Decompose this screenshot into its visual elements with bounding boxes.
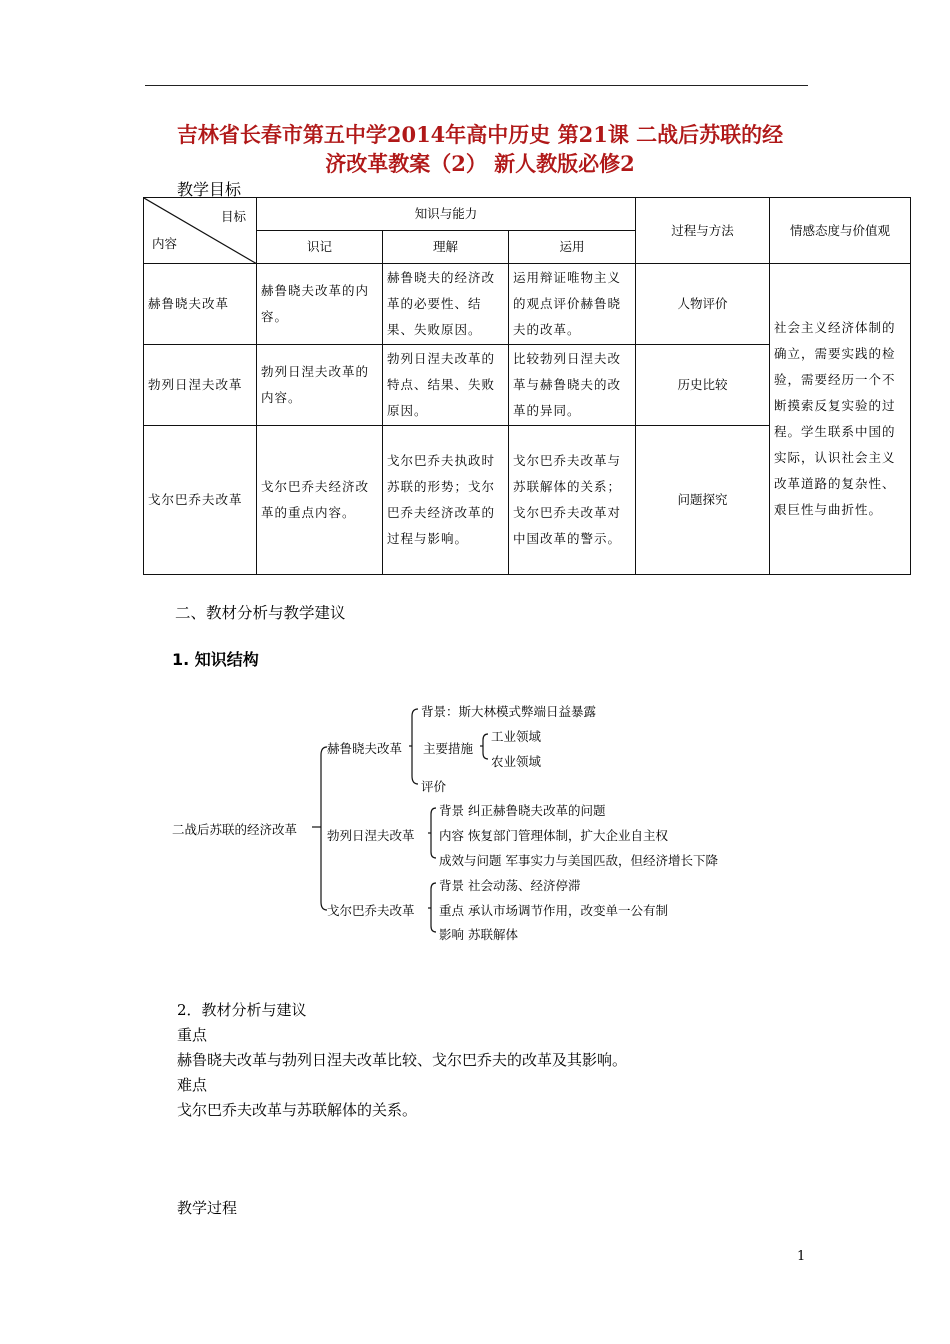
doc-title-line1: 吉林省长春市第五中学2014年高中历史 第21课 二战后苏联的经 bbox=[176, 122, 784, 147]
row1-remember: 赫鲁晓夫改革的内容。 bbox=[257, 264, 383, 345]
row1-method: 人物评价 bbox=[636, 264, 770, 345]
row1-apply: 运用辩证唯物主义的观点评价赫鲁晓夫的改革。 bbox=[509, 264, 636, 345]
tree-b2-content: 内容 恢复部门管理体制，扩大企业自主权 bbox=[439, 828, 668, 843]
sub-header-remember: 识记 bbox=[257, 231, 383, 264]
tree-b1-measures: 主要措施 bbox=[423, 741, 474, 756]
process-header: 过程与方法 bbox=[636, 198, 770, 264]
difficult-label: 难点 bbox=[177, 1076, 208, 1094]
attitude-text: 社会主义经济体制的确立，需要实践的检验，需要经历一个不断摸索反复实验的过程。学生联系中国的实际，认识社会主义改革道路的复杂性、艰巨性与曲折性。 bbox=[770, 264, 911, 575]
doc-title-line2: 济改革教案（2） 新人教版必修2 bbox=[325, 151, 635, 176]
teaching-process-label: 教学过程 bbox=[177, 1199, 238, 1217]
attitude-header: 情感态度与价值观 bbox=[770, 198, 911, 264]
knowledge-structure-heading: 1. 知识结构 bbox=[172, 650, 259, 669]
row1-content: 赫鲁晓夫改革 bbox=[144, 264, 257, 345]
row2-content: 勃列日涅夫改革 bbox=[144, 345, 257, 426]
section2-2-heading: 2．教材分析与建议 bbox=[177, 1001, 307, 1019]
row2-apply: 比较勃列日涅夫改革与赫鲁晓夫的改革的异同。 bbox=[509, 345, 636, 426]
tree-b2-result: 成效与问题 军事实力与美国匹敌，但经济增长下降 bbox=[439, 853, 718, 868]
corner-top-label: 目标 bbox=[220, 209, 246, 224]
tree-b2-background: 背景 纠正赫鲁晓夫改革的问题 bbox=[439, 803, 606, 818]
tree-b1-industry: 工业领域 bbox=[491, 729, 542, 744]
tree-b1-evaluation: 评价 bbox=[421, 779, 447, 794]
tree-root: 二战后苏联的经济改革 bbox=[172, 822, 298, 837]
tree-branch1: 赫鲁晓夫改革 bbox=[327, 741, 403, 756]
sub-header-understand: 理解 bbox=[383, 231, 509, 264]
row1-understand: 赫鲁晓夫的经济改革的必要性、结果、失败原因。 bbox=[383, 264, 509, 345]
tree-b3-background: 背景 社会动荡、经济停滞 bbox=[439, 878, 581, 893]
row3-method: 问题探究 bbox=[636, 426, 770, 575]
corner-bottom-label: 内容 bbox=[152, 236, 178, 251]
tree-b1-background: 背景：斯大林模式弊端日益暴露 bbox=[421, 704, 597, 719]
row3-content: 戈尔巴乔夫改革 bbox=[144, 426, 257, 575]
tree-b3-key: 重点 承认市场调节作用，改变单一公有制 bbox=[439, 903, 668, 918]
key-label: 重点 bbox=[177, 1026, 208, 1044]
row2-remember: 勃列日涅夫改革的内容。 bbox=[257, 345, 383, 426]
tree-b1-agriculture: 农业领域 bbox=[491, 754, 542, 769]
goals-label: 教学目标 bbox=[177, 180, 242, 199]
tree-b3-impact: 影响 苏联解体 bbox=[439, 927, 518, 942]
row3-understand: 戈尔巴乔夫执政时苏联的形势；戈尔巴乔夫经济改革的过程与影响。 bbox=[383, 426, 509, 575]
sub-header-apply: 运用 bbox=[509, 231, 636, 264]
group-header: 知识与能力 bbox=[257, 198, 636, 231]
tree-branch3: 戈尔巴乔夫改革 bbox=[327, 903, 415, 918]
row2-method: 历史比较 bbox=[636, 345, 770, 426]
difficult-text: 戈尔巴乔夫改革与苏联解体的关系。 bbox=[177, 1101, 418, 1119]
section2-heading: 二、教材分析与教学建议 bbox=[175, 604, 346, 622]
key-text: 赫鲁晓夫改革与勃列日涅夫改革比较、戈尔巴乔夫的改革及其影响。 bbox=[177, 1051, 628, 1069]
row3-remember: 戈尔巴乔夫经济改革的重点内容。 bbox=[257, 426, 383, 575]
row3-apply: 戈尔巴乔夫改革与苏联解体的关系；戈尔巴乔夫改革对中国改革的警示。 bbox=[509, 426, 636, 575]
row2-understand: 勃列日涅夫改革的特点、结果、失败原因。 bbox=[383, 345, 509, 426]
tree-branch2: 勃列日涅夫改革 bbox=[327, 828, 415, 843]
page-number: 1 bbox=[797, 1249, 806, 1264]
